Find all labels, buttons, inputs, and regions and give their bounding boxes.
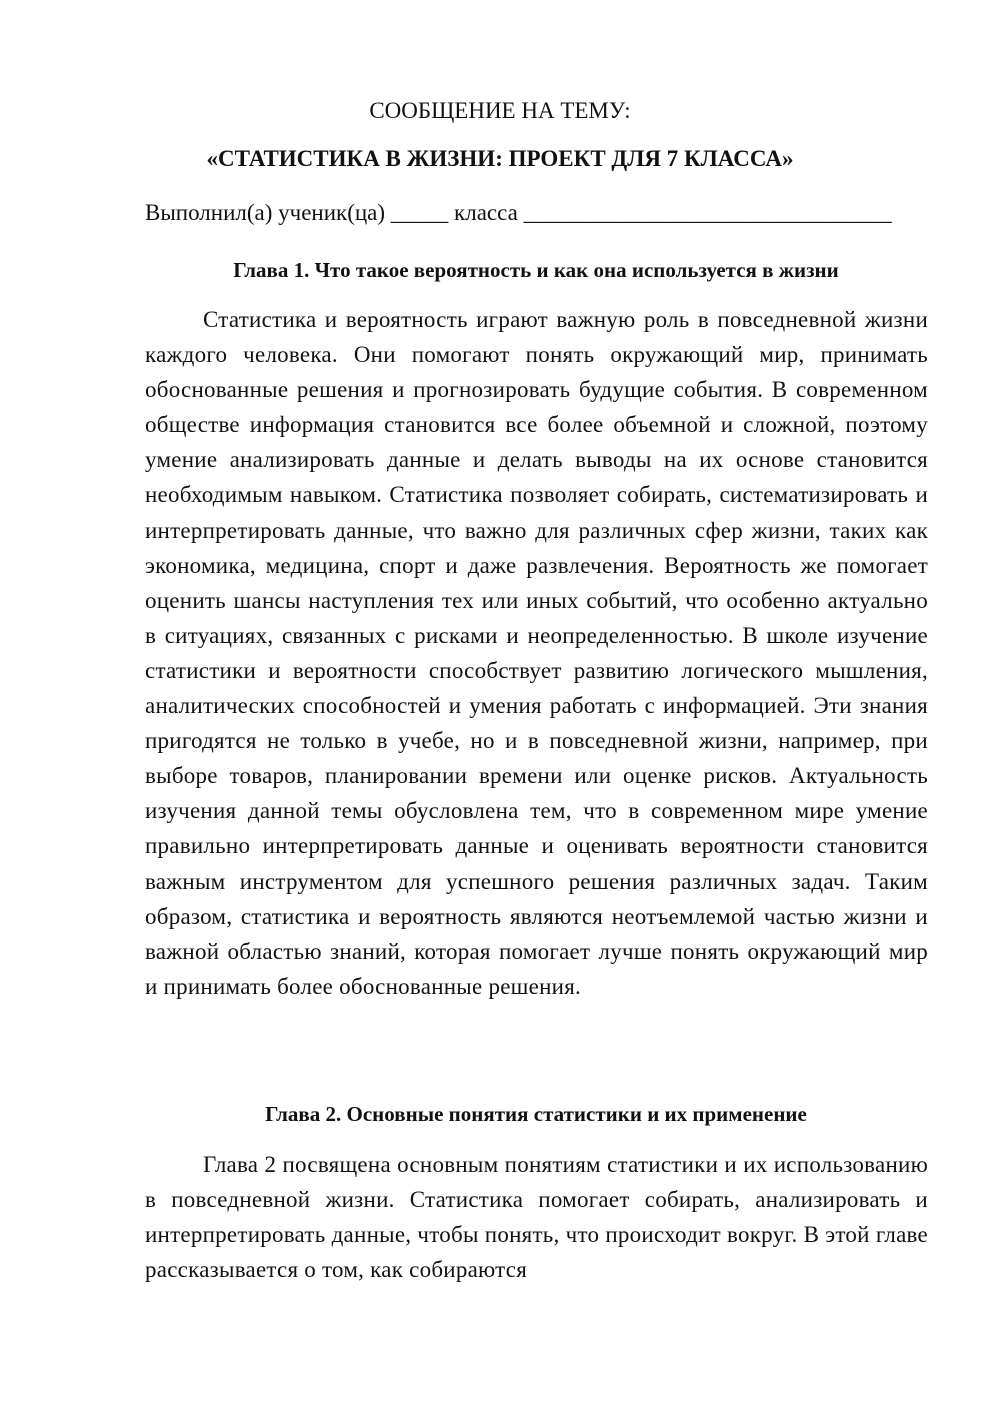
document-title-line2: «СТАТИСТИКА В ЖИЗНИ: ПРОЕКТ ДЛЯ 7 КЛАССА» [206,146,794,171]
chapter-1-heading: Глава 1. Что такое вероятность и как она используется в жизни [233,258,839,282]
chapter-2-heading: Глава 2. Основные понятия статистики и их применение [265,1102,807,1126]
author-line: Выполнил(а) ученик(ца) _____ класса ________________________________ [145,200,892,225]
chapter-1-paragraph: Статистика и вероятность играют важную роль в повседневной жизни каждого человека. Они помогают понять окружающий мир, принимать обоснованные решения и прогнозировать будущие события. В современном обществе информация становится все более объемной и сложной, поэтому умение анализировать данные и делать выводы на их основе становится необходимым навыком. Статистика позволяет собирать, систематизировать и интерпретировать данные, что важно для различных сфер жизни, таких как экономика, медицина, спорт и даже развлечения. Вероятность же помогает оценить шансы наступления тех или иных событий, что особенно актуально в ситуациях, связанных с рисками и неопределенностью. В школе изучение статистики и вероятности способствует развитию логического мышления, аналитических способностей и умения работать с информацией. Эти знания пригодятся не только в учебе, но и в повседневной жизни, например, при выборе товаров, планировании времени или оценке рисков. Актуальность изучения данной темы обусловлена тем, что в современном мире умение правильно интерпретировать данные и оценивать вероятности становится важным инструментом для успешного решения различных задач. Таким образом, статистика и вероятность являются неотъемлемой частью жизни и важной областью знаний, которая помогает лучше понять окружающий мир и принимать более обоснованные решения. [145,307,928,999]
chapter-2-paragraph: Глава 2 посвящена основным понятиям статистики и их использованию в повседневной жизни. Статистика помогает собирать, анализировать и интерпретировать данные, чтобы понять, что происходит вокруг. В этой главе рассказывается о том, как собираются [145,1152,928,1283]
document-title-line1: СООБЩЕНИЕ НА ТЕМУ: [369,98,631,123]
